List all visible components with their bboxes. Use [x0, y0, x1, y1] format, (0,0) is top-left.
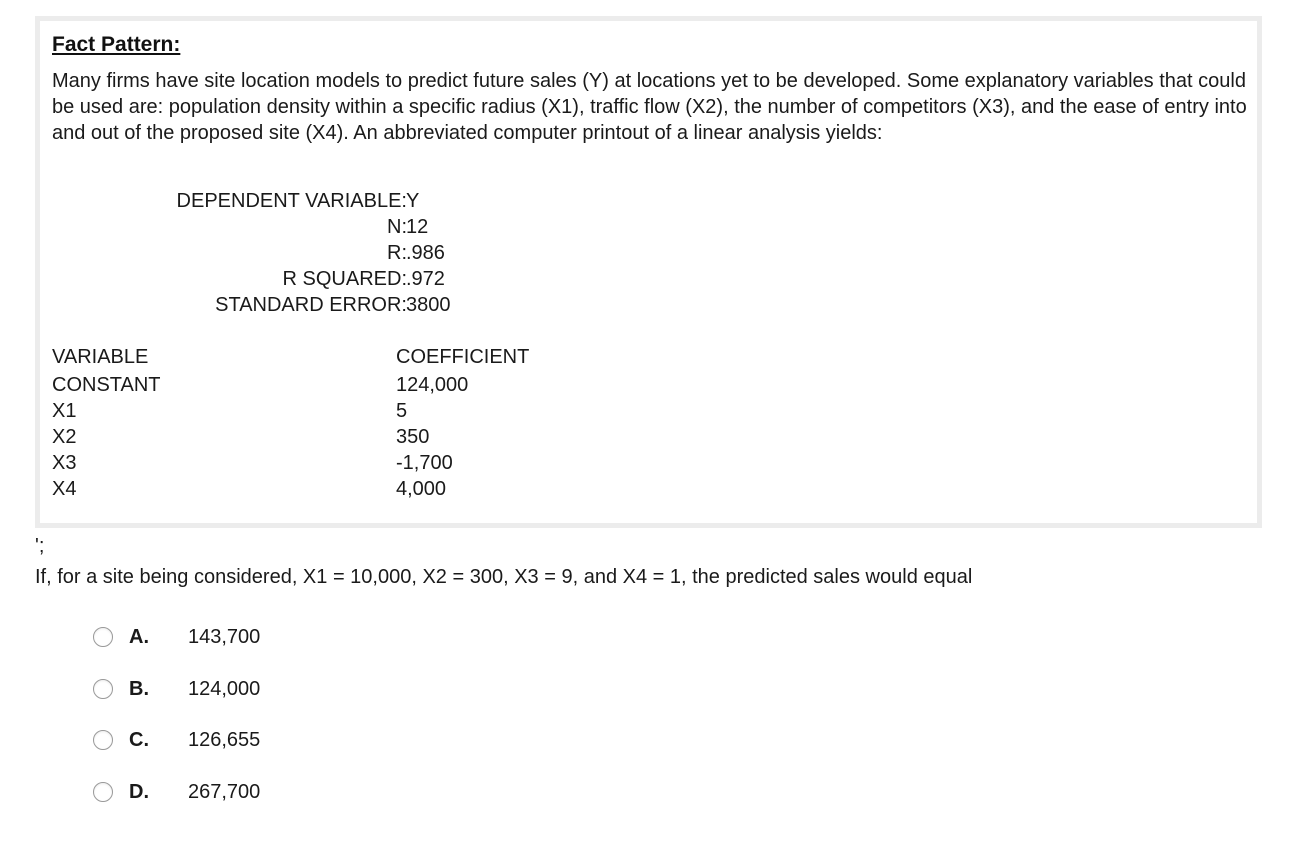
printout-label: N:	[387, 216, 407, 238]
table-row	[52, 476, 652, 502]
fact-pattern-paragraph: Many firms have site location models to predict future sales (Y) at locations yet to be developed. Some explanatory variables that could be used are: population density within a specific radius (X1), traffic flow (X2), the number of competitors (X3), and the ease of entry into and out of the proposed site (X4). An abbreviated computer printout of a linear analysis yields:	[52, 70, 1247, 144]
coef-header-coefficient: COEFFICIENT	[396, 346, 530, 368]
coef-variable: X3	[52, 452, 77, 474]
printout-value: Y	[406, 190, 420, 212]
choice-value: 143,700	[188, 626, 261, 648]
coef-table-header	[52, 344, 652, 370]
stray-text: ';	[35, 535, 45, 557]
radio-button-a[interactable]	[93, 627, 113, 647]
coef-value: 5	[396, 400, 408, 422]
choice-letter: D.	[129, 781, 149, 803]
printout-label: R:	[387, 242, 407, 264]
printout-value: 12	[406, 216, 429, 238]
choice-a[interactable]	[93, 622, 393, 652]
choice-b[interactable]	[93, 674, 393, 704]
coef-variable: X1	[52, 400, 77, 422]
choice-letter: A.	[129, 626, 149, 648]
table-row	[52, 372, 652, 398]
coef-value: 350	[396, 426, 430, 448]
choice-d[interactable]	[93, 777, 393, 807]
radio-button-b[interactable]	[93, 679, 113, 699]
printout-label: DEPENDENT VARIABLE:	[176, 190, 407, 212]
printout-label: STANDARD ERROR:	[215, 294, 407, 316]
coef-value: 4,000	[396, 478, 447, 500]
table-row	[52, 424, 652, 450]
choice-value: 267,700	[188, 781, 261, 803]
coef-variable: X4	[52, 478, 77, 500]
choice-letter: C.	[129, 729, 149, 751]
coef-header-variable: VARIABLE	[52, 346, 149, 368]
coef-value: -1,700	[396, 452, 453, 474]
printout-label: R SQUARED:	[282, 268, 407, 290]
fact-pattern-title: Fact Pattern:	[52, 33, 181, 56]
printout-value: .972	[406, 268, 445, 290]
fact-pattern-box	[35, 16, 1262, 528]
coef-variable: CONSTANT	[52, 374, 161, 396]
choice-c[interactable]	[93, 725, 393, 755]
question-text: If, for a site being considered, X1 = 10,000, X2 = 300, X3 = 9, and X4 = 1, the predicted sales would equal	[35, 566, 973, 588]
choice-value: 126,655	[188, 729, 261, 751]
choice-value: 124,000	[188, 678, 261, 700]
table-row	[52, 450, 652, 476]
printout-value: .986	[406, 242, 445, 264]
printout-value: 3800	[406, 294, 451, 316]
coef-variable: X2	[52, 426, 77, 448]
choice-letter: B.	[129, 678, 149, 700]
radio-button-c[interactable]	[93, 730, 113, 750]
coef-value: 124,000	[396, 374, 469, 396]
radio-button-d[interactable]	[93, 782, 113, 802]
table-row	[52, 398, 652, 424]
